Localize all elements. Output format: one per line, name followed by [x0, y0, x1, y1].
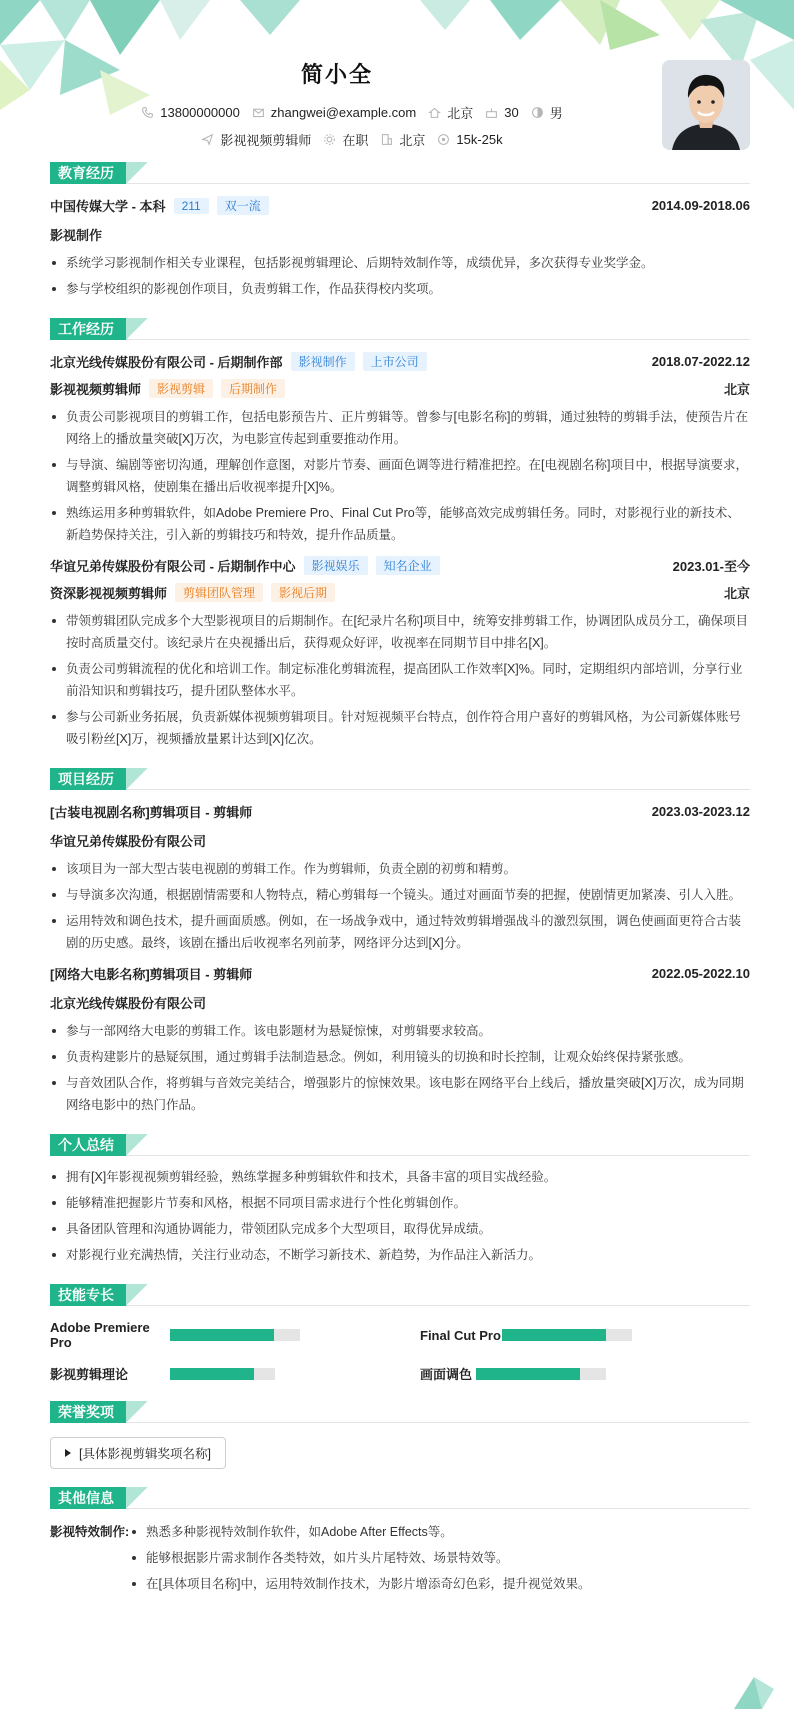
skill-bar [170, 1368, 275, 1380]
award-name: [具体影视剪辑奖项名称] [79, 1447, 211, 1461]
skills-section [50, 1284, 750, 1383]
work-bullets [50, 406, 750, 546]
corner-decoration [734, 1669, 774, 1709]
project-date: 2022.05-2022.10 [651, 966, 750, 981]
other-section [50, 1487, 750, 1599]
work-date: 2023.01-至今 [672, 559, 750, 574]
email-address: zhangwei@example.com [270, 105, 417, 120]
gender: 男 [549, 106, 563, 121]
email-info [252, 105, 416, 120]
list-item: 系统学习影视制作相关专业课程，包括影视剪辑理论、后期特效制作等，成绩优异，多次获得专业奖学金。 [50, 252, 750, 274]
status-info [323, 130, 368, 149]
skill-item [420, 1364, 750, 1383]
gender-info [531, 103, 563, 122]
location-icon [428, 106, 441, 119]
school-name: 中国传媒大学 - 本科 [50, 199, 166, 214]
skill-item [50, 1364, 380, 1383]
triangle-bullet-icon [65, 1449, 71, 1457]
age-icon [485, 106, 498, 119]
role-row [50, 583, 750, 602]
list-item: 带领剪辑团队完成多个大型影视项目的后期制作。在[纪录片名称]项目中，统筹安排剪辑工作，协调团队成员分工，确保项目按时高质量交付。该纪录片在央视播出后，获得观众好评，收视率在同期节目中排名[X]。 [50, 610, 750, 654]
phone-number: 13800000000 [160, 105, 240, 120]
candidate-name: 简小全 [300, 62, 373, 87]
skill-bar-fill [502, 1329, 606, 1341]
project-title: 项目经历 [50, 768, 126, 790]
role-title: 资深影视视频剪辑师 [50, 586, 168, 601]
education-bullets [50, 252, 750, 300]
education-header-row [50, 196, 750, 215]
role-tag: 影视剪辑 [149, 379, 213, 398]
avatar-illustration [662, 60, 750, 150]
education-section [50, 162, 750, 300]
list-item: 熟悉多种影视特效制作软件，如Adobe After Effects等。 [130, 1521, 590, 1543]
list-item: 该项目为一部大型古装电视剧的剪辑工作。作为剪辑师，负责全剧的初剪和精剪。 [50, 858, 750, 880]
job-intent-row [40, 130, 664, 149]
school-tag: 双一流 [217, 196, 269, 215]
education-title: 教育经历 [50, 162, 126, 184]
expected-salary: 15k-25k [456, 132, 503, 147]
project-date: 2023.03-2023.12 [651, 804, 750, 819]
other-info-row [50, 1521, 750, 1599]
awards-title: 荣誉奖项 [50, 1401, 126, 1423]
skill-name: Adobe Premiere Pro [50, 1320, 150, 1350]
company-name: 华谊兄弟传媒股份有限公司 - 后期制作中心 [50, 559, 296, 574]
phone-icon [141, 106, 154, 119]
education-date: 2014.09-2018.06 [651, 198, 750, 213]
work-location: 北京 [723, 382, 750, 397]
city: 北京 [447, 106, 474, 121]
list-item: 负责构建影片的悬疑氛围，通过剪辑手法制造悬念。例如，利用镜头的切换和时长控制，让观众始终保持紧张感。 [50, 1046, 750, 1068]
major: 影视制作 [50, 228, 103, 243]
list-item: 与导演多次沟通，根据剧情需要和人物特点，精心剪辑每一个镜头。通过对画面节奏的把握，使剧情更加紧凑、引人入胜。 [50, 884, 750, 906]
other-title: 其他信息 [50, 1487, 126, 1509]
skills-grid [50, 1320, 750, 1383]
list-item: 参与学校组织的影视创作项目，负责剪辑工作，作品获得校内奖项。 [50, 278, 750, 300]
work-date: 2018.07-2022.12 [651, 354, 750, 369]
gender-icon [531, 106, 544, 119]
role-tag: 后期制作 [221, 379, 285, 398]
role-title: 影视视频剪辑师 [50, 382, 142, 397]
position-icon [201, 133, 214, 146]
project-company: 北京光线传媒股份有限公司 [50, 996, 207, 1011]
summary-section [50, 1134, 750, 1266]
resume-header [0, 0, 794, 160]
profile-photo [662, 60, 750, 150]
list-item: 与音效团队合作，将剪辑与音效完美结合，增强影片的惊悚效果。该电影在网络平台上线后，播放量突破[X]万次，成为同期网络电影中的热门作品。 [50, 1072, 750, 1116]
project-bullets [50, 858, 750, 954]
list-item: 熟练运用多种剪辑软件，如Adobe Premiere Pro、Final Cut Pro等，能够高效完成剪辑任务。同时，对影视行业的新技术、新趋势保持关注，引入新的剪辑技巧和特效，提升作品质量。 [50, 502, 750, 546]
contact-row [40, 103, 664, 122]
skill-bar-fill [170, 1329, 274, 1341]
building-icon [380, 133, 393, 146]
project-bullets [50, 1020, 750, 1116]
position-info [201, 130, 311, 149]
list-item: 参与一部网络大电影的剪辑工作。该电影题材为悬疑惊悚，对剪辑要求较高。 [50, 1020, 750, 1042]
list-item: 拥有[X]年影视视频剪辑经验，熟练掌握多种剪辑软件和技术，具备丰富的项目实战经验。 [50, 1166, 750, 1188]
company-name: 北京光线传媒股份有限公司 - 后期制作部 [50, 355, 283, 370]
list-item: 负责公司影视项目的剪辑工作，包括电影预告片、正片剪辑等。曾参与[电影名称]的剪辑，通过独特的剪辑手法，使预告片在网络上的播放量突破[X]万次，为电影宣传起到重要推动作用。 [50, 406, 750, 450]
company-tag: 影视制作 [291, 352, 355, 371]
skill-bar [170, 1329, 300, 1341]
work-section [50, 318, 750, 750]
age-info [485, 105, 518, 120]
work-header-row [50, 352, 750, 371]
list-item: 负责公司剪辑流程的优化和培训工作。制定标准化剪辑流程，提高团队工作效率[X]%。同时，定期组织内部培训，分享行业前沿知识和剪辑技巧，提升团队整体水平。 [50, 658, 750, 702]
project-header-row [50, 964, 750, 983]
target-city-info [380, 130, 425, 149]
company-tag: 知名企业 [376, 556, 440, 575]
target-position: 影视视频剪辑师 [220, 133, 312, 148]
work-bullets [50, 610, 750, 750]
skill-bar [476, 1368, 606, 1380]
skill-bar [502, 1329, 632, 1341]
job-status: 在职 [342, 133, 369, 148]
skill-bar-fill [170, 1368, 254, 1380]
list-item: 能够根据影片需求制作各类特效，如片头片尾特效、场景特效等。 [130, 1547, 590, 1569]
status-icon [323, 133, 336, 146]
target-city: 北京 [399, 133, 426, 148]
list-item: 参与公司新业务拓展，负责新媒体视频剪辑项目。针对短视频平台特点，创作符合用户喜好的剪辑风格，为公司新媒体账号吸引粉丝[X]万，视频播放量累计达到[X]亿次。 [50, 706, 750, 750]
role-tag: 剪辑团队管理 [175, 583, 263, 602]
city-info [428, 103, 473, 122]
skill-item [50, 1320, 380, 1350]
project-section [50, 768, 750, 1116]
salary-info [437, 132, 502, 147]
company-tag: 影视娱乐 [304, 556, 368, 575]
age: 30 [504, 105, 519, 120]
skill-name: 画面调色 [420, 1367, 473, 1382]
project-name: [古装电视剧名称]剪辑项目 - 剪辑师 [50, 805, 253, 820]
role-tag: 影视后期 [271, 583, 335, 602]
project-name: [网络大电影名称]剪辑项目 - 剪辑师 [50, 967, 253, 982]
summary-bullets [50, 1166, 750, 1266]
project-header-row [50, 802, 750, 821]
list-item: 对影视行业充满热情，关注行业动态，不断学习新技术、新趋势，为作品注入新活力。 [50, 1244, 750, 1266]
list-item: 运用特效和调色技术，提升画面质感。例如，在一场战争戏中，通过特效剪辑增强战斗的激烈氛围，调色使画面更符合古装剧的历史感。最终，该剧在播出后收视率名列前茅，网络评分达到[X]分。 [50, 910, 750, 954]
project-company: 华谊兄弟传媒股份有限公司 [50, 834, 207, 849]
list-item: 具备团队管理和沟通协调能力，带领团队完成多个大型项目，取得优异成绩。 [50, 1218, 750, 1240]
mail-icon [252, 106, 265, 119]
salary-icon [437, 133, 450, 146]
summary-title: 个人总结 [50, 1134, 126, 1156]
work-title: 工作经历 [50, 318, 126, 340]
role-row [50, 379, 750, 398]
skill-bar-fill [476, 1368, 580, 1380]
list-item: 在[具体项目名称]中，运用特效制作技术，为影片增添奇幻色彩，提升视觉效果。 [130, 1573, 590, 1595]
list-item: 与导演、编剧等密切沟通，理解创作意图，对影片节奏、画面色调等进行精准把控。在[电视剧名称]项目中，根据导演要求，调整剪辑风格，使剧集在播出后收视率提升[X]%。 [50, 454, 750, 498]
school-tag: 211 [174, 198, 209, 214]
company-tag: 上市公司 [363, 352, 427, 371]
awards-section [50, 1401, 750, 1469]
skills-title: 技能专长 [50, 1284, 126, 1306]
skill-item [420, 1320, 750, 1350]
phone-info [141, 105, 240, 120]
work-header-row [50, 556, 750, 575]
skill-name: Final Cut Pro [420, 1327, 501, 1343]
skill-name: 影视剪辑理论 [50, 1367, 129, 1382]
work-location: 北京 [723, 586, 750, 601]
other-bullets [130, 1521, 590, 1599]
award-item [50, 1437, 226, 1469]
list-item: 能够精准把握影片节奏和风格，根据不同项目需求进行个性化剪辑创作。 [50, 1192, 750, 1214]
other-label: 影视特效制作: [50, 1525, 130, 1539]
